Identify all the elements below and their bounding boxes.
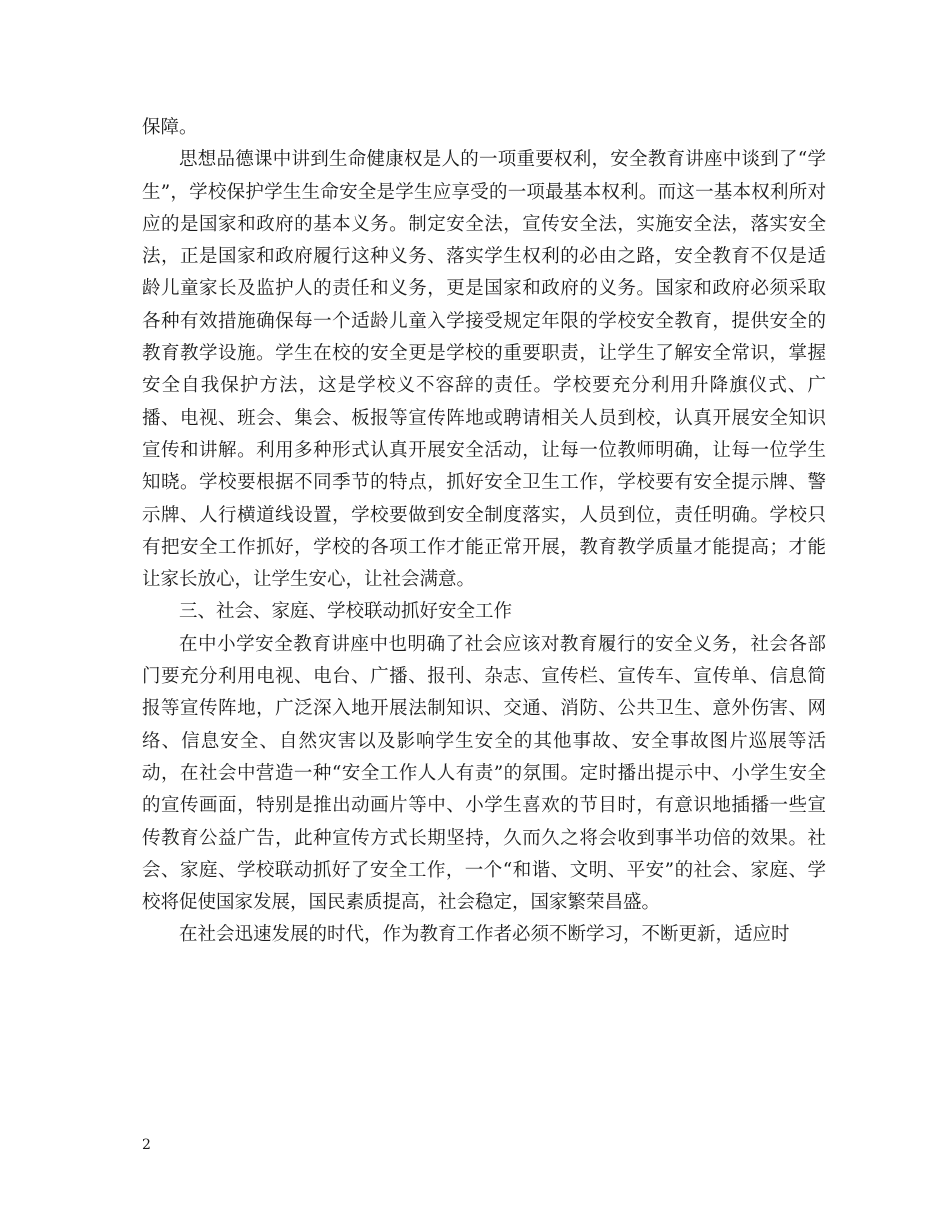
paragraph-society-duty: 在中小学安全教育讲座中也明确了社会应该对教育履行的安全义务，社会各部门要充分利用电视、电台、广播、报刊、杂志、宣传栏、宣传车、宣传单、信息简报等宣传阵地，广泛深入地开展法制知识、交通、消防、公共卫生、意外伤害、网络、信息安全、自然灾害以及影响学生安全的其他事故、安全事故图片巡展等活动，在社会中营造一种“安全工作人人有责”的氛围。定时播出提示中、小学生安全的宣传画面，特别是推出动画片等中、小学生喜欢的节目时，有意识地插播一些宣传教育公益广告，此种宣传方式长期坚持，久而久之将会收到事半功倍的效果。社会、家庭、学校联动抓好了安全工作，一个“和谐、文明、平安”的社会、家庭、学校将促使国家发展，国民素质提高，社会稳定，国家繁荣昌盛。 [142, 633, 826, 914]
page-number: 2 [142, 1137, 151, 1153]
paragraph-right-to-life: 思想品德课中讲到生命健康权是人的一项重要权利，安全教育讲座中谈到了“学生”，学校保护学生生命安全是学生应享受的一项最基本权利。而这一基本权利所对应的是国家和政府的基本义务。制定安全法，宣传安全法，实施安全法，落实安全法，正是国家和政府履行这种义务、落实学生权利的必由之路，安全教育不仅是适龄儿童家长及监护人的责任和义务，更是国家和政府的义务。国家和政府必须采取各种有效措施确保每一个适龄儿童入学接受规定年限的学校安全教育，提供安全的教育教学设施。学生在校的安全更是学校的重要职责，让学生了解安全常识，掌握安全自我保护方法，这是学校义不容辞的责任。学校要充分利用升降旗仪式、广播、电视、班会、集会、板报等宣传阵地或聘请相关人员到校，认真开展安全知识宣传和讲解。利用多种形式认真开展安全活动，让每一位教师明确，让每一位学生知晓。学校要根据不同季节的特点，抓好安全卫生工作，学校要有安全提示牌、警示牌、人行横道线设置，学校要做到安全制度落实，人员到位，责任明确。学校只有把安全工作抓好，学校的各项工作才能正常开展，教育教学质量才能提高；才能让家长放心，让学生安心，让社会满意。 [142, 149, 826, 591]
paragraph-continuation: 保障。 [142, 117, 198, 138]
paragraph-educator-learning: 在社会迅速发展的时代，作为教育工作者必须不断学习，不断更新，适应时 [179, 924, 790, 946]
section-heading: 三、社会、家庭、学校联动抓好安全工作 [179, 601, 513, 623]
body-text [142, 112, 826, 952]
